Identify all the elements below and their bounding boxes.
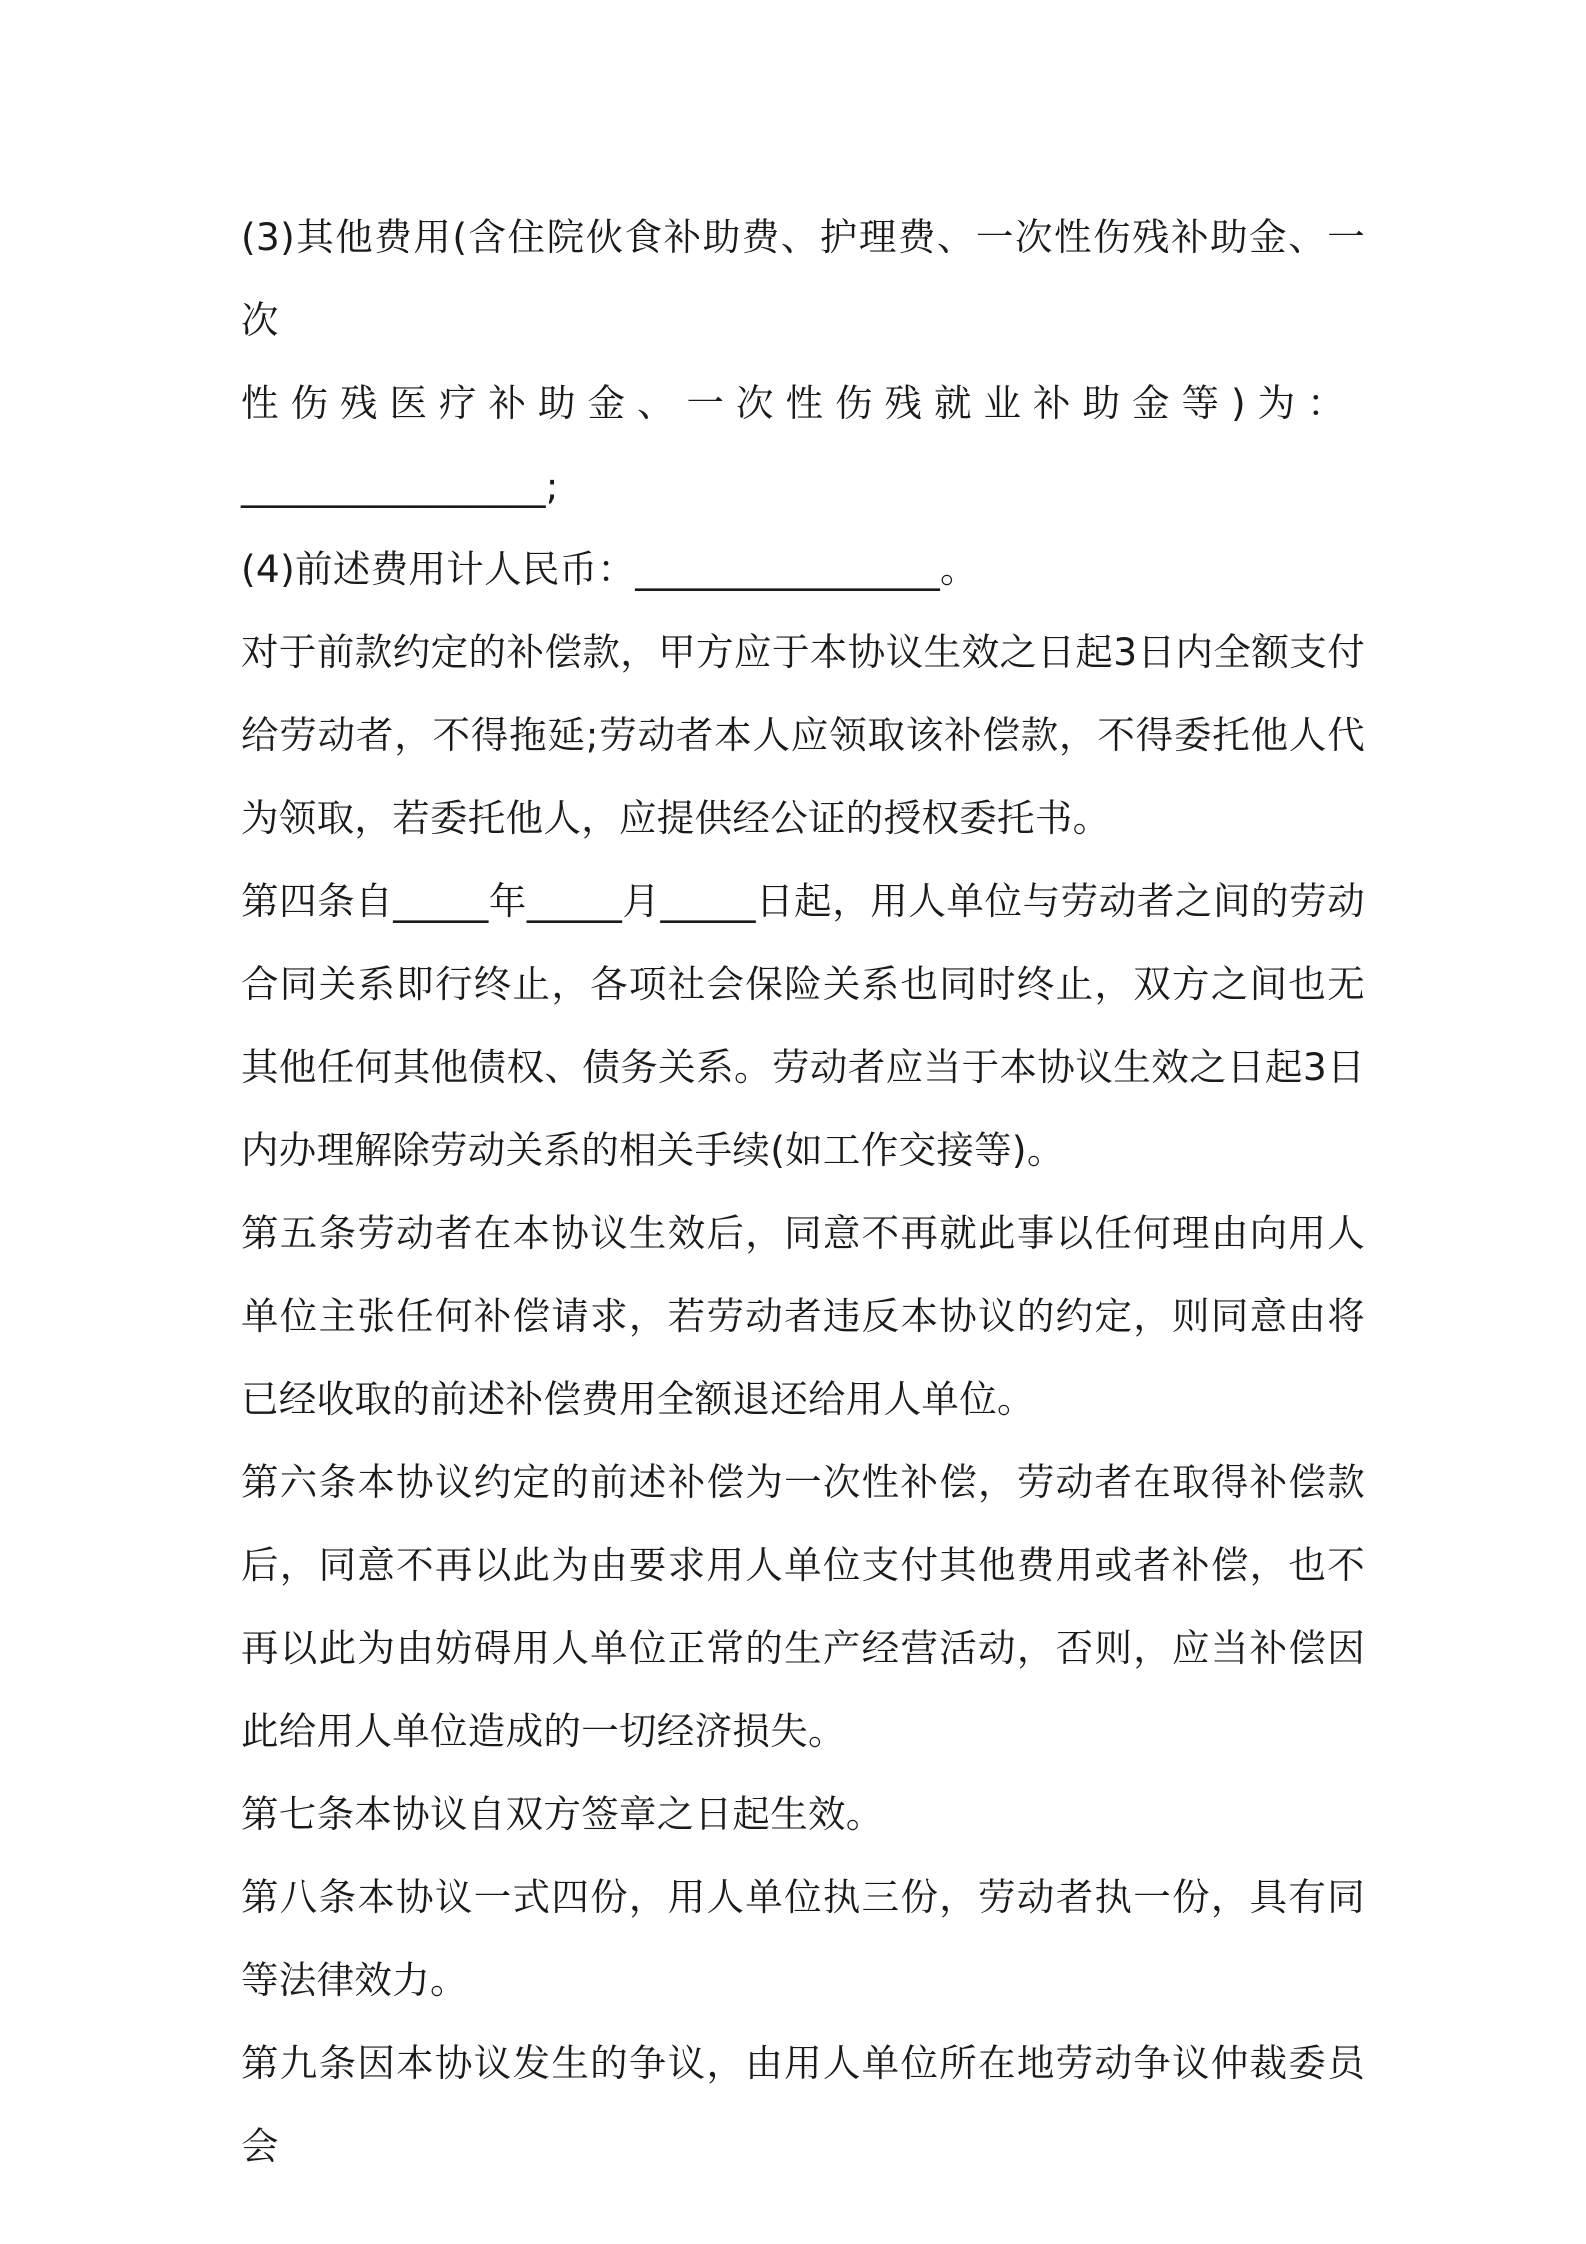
paragraph-article-4: 第四条自_____年_____月_____日起，用人单位与劳动者之间的劳动合同关系即行终止，各项社会保险关系也同时终止，双方之间也无其他任何其他债权、债务关系。劳动者应当于本协议生效之日起3日内办理解除劳动关系的相关手续(如工作交接等)。 bbox=[241, 879, 1365, 1172]
document-body bbox=[241, 196, 1365, 2188]
paragraph-payment-terms: 对于前款约定的补偿款，甲方应于本协议生效之日起3日内全额支付给劳动者，不得拖延;劳动者本人应领取该补偿款，不得委托他人代为领取，若委托他人，应提供经公证的授权委托书。 bbox=[241, 630, 1365, 840]
paragraph-other-fees-cont: 性伤残医疗补助金、一次性伤残就业补助金等)为： bbox=[241, 381, 1357, 425]
paragraph-other-fees-blank: ________________; bbox=[241, 464, 559, 508]
paragraph-article-7: 第七条本协议自双方签章之日起生效。 bbox=[241, 1792, 884, 1836]
paragraph-total-fees: (4)前述费用计人民币：________________。 bbox=[241, 547, 978, 591]
paragraph-article-5: 第五条劳动者在本协议生效后，同意不再就此事以任何理由向用人单位主张任何补偿请求，若劳动者违反本协议的约定，则同意由将已经收取的前述补偿费用全额退还给用人单位。 bbox=[241, 1211, 1365, 1421]
paragraph-article-6: 第六条本协议约定的前述补偿为一次性补偿，劳动者在取得补偿款后，同意不再以此为由要求用人单位支付其他费用或者补偿，也不再以此为由妨碍用人单位正常的生产经营活动，否则，应当补偿因此给用人单位造成的一切经济损失。 bbox=[241, 1460, 1365, 1753]
paragraph-article-8: 第八条本协议一式四份，用人单位执三份，劳动者执一份，具有同等法律效力。 bbox=[241, 1875, 1365, 2002]
paragraph-article-9: 第九条因本协议发生的争议，由用人单位所在地劳动争议仲裁委员会 bbox=[241, 2041, 1365, 2168]
paragraph-other-fees: (3)其他费用(含住院伙食补助费、护理费、一次性伤残补助金、一次 bbox=[241, 215, 1365, 342]
